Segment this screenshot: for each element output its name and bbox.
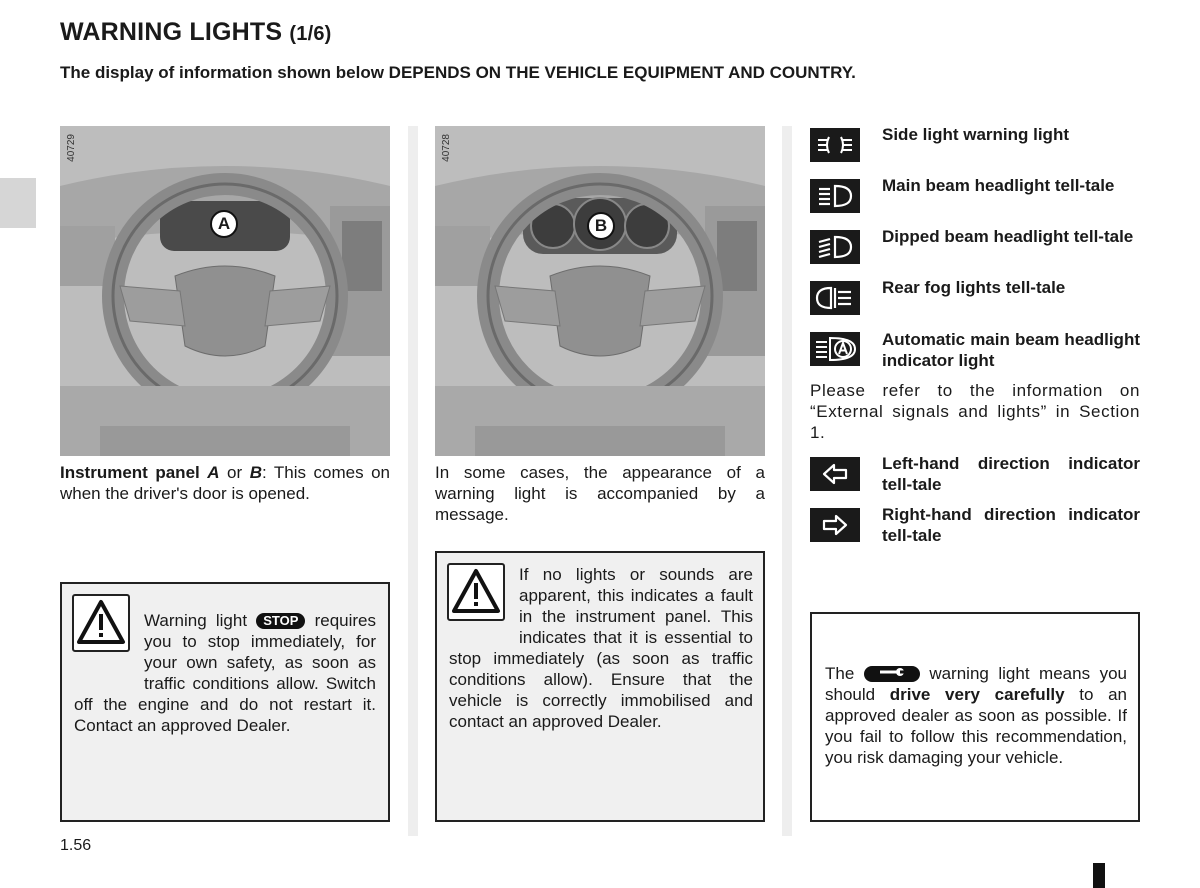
right-indicator-icon	[810, 508, 860, 542]
legend-label-auto-main-beam: Automatic main beam headlight indicator light	[882, 330, 1140, 370]
page-end-mark	[1093, 863, 1105, 888]
main-beam-icon	[810, 179, 860, 213]
side-light-icon	[810, 128, 860, 162]
image-ref-b: 40728	[441, 134, 452, 162]
column-divider-right	[782, 126, 792, 836]
stop-pill-icon: STOP	[256, 613, 305, 629]
dipped-beam-icon	[810, 230, 860, 264]
legend-label-main-beam: Main beam headlight tell-tale	[882, 176, 1115, 195]
legend-label-dipped-beam: Dipped beam headlight tell-tale	[882, 227, 1134, 246]
instrument-panel-image-a	[60, 126, 390, 456]
legend-label-right-indicator: Right-hand direction indicator tell-tale	[882, 505, 1140, 545]
reference-note: Please refer to the information on “External signals and lights” in Section 1.	[810, 381, 1140, 442]
legend-label-side-light: Side light warning light	[882, 125, 1069, 144]
page-title: WARNING LIGHTS (1/6)	[60, 18, 332, 46]
stop-warning-box	[60, 582, 390, 822]
legend-label-rear-fog: Rear fog lights tell-tale	[882, 278, 1066, 297]
page-number: 1.56	[60, 837, 92, 854]
fault-warning-text: If no lights or sounds are apparent, this indicates a fault in the instrument panel. This indicates that it is essential to stop immediately (as soon as traffic conditions allow). Ensure that the vehicle is correctly immobilised and contact an approved Dealer.	[449, 565, 753, 731]
caption-left: Instrument panel A or B: This comes on when the driver's door is opened.	[60, 463, 391, 503]
fault-warning-box	[435, 551, 765, 822]
left-indicator-icon	[810, 457, 860, 491]
title-part: (1/6)	[289, 23, 332, 45]
legend-label-left-indicator: Left-hand direction indicator tell-tale	[882, 454, 1140, 494]
wrench-icon	[864, 666, 920, 682]
stop-warning-text: Warning light STOP requires you to stop immediately, for your own safety, as soon as traffic conditions allow. Switch off the engine and do not restart it. Contact an approved Dealer.	[74, 611, 377, 735]
column-divider-left	[408, 126, 418, 836]
service-warning-text: The warning light means you should drive very carefully to an approved dealer as soon as possible. If you fail to follow this recommendation, you risk damaging your vehicle.	[825, 664, 1127, 767]
service-warning-box	[810, 612, 1140, 822]
section-tab	[0, 178, 36, 228]
instrument-panel-image-b	[435, 126, 765, 456]
image-ref-a: 40729	[66, 134, 77, 162]
page-subtitle: The display of information shown below DEPENDS ON THE VEHICLE EQUIPMENT AND COUNTRY.	[60, 63, 856, 82]
caption-middle: In some cases, the appearance of a warning light is accompanied by a message.	[435, 463, 765, 524]
rear-fog-icon	[810, 281, 860, 315]
callout-b: B	[587, 212, 615, 240]
auto-main-beam-icon	[810, 332, 860, 366]
callout-a: A	[210, 210, 238, 238]
